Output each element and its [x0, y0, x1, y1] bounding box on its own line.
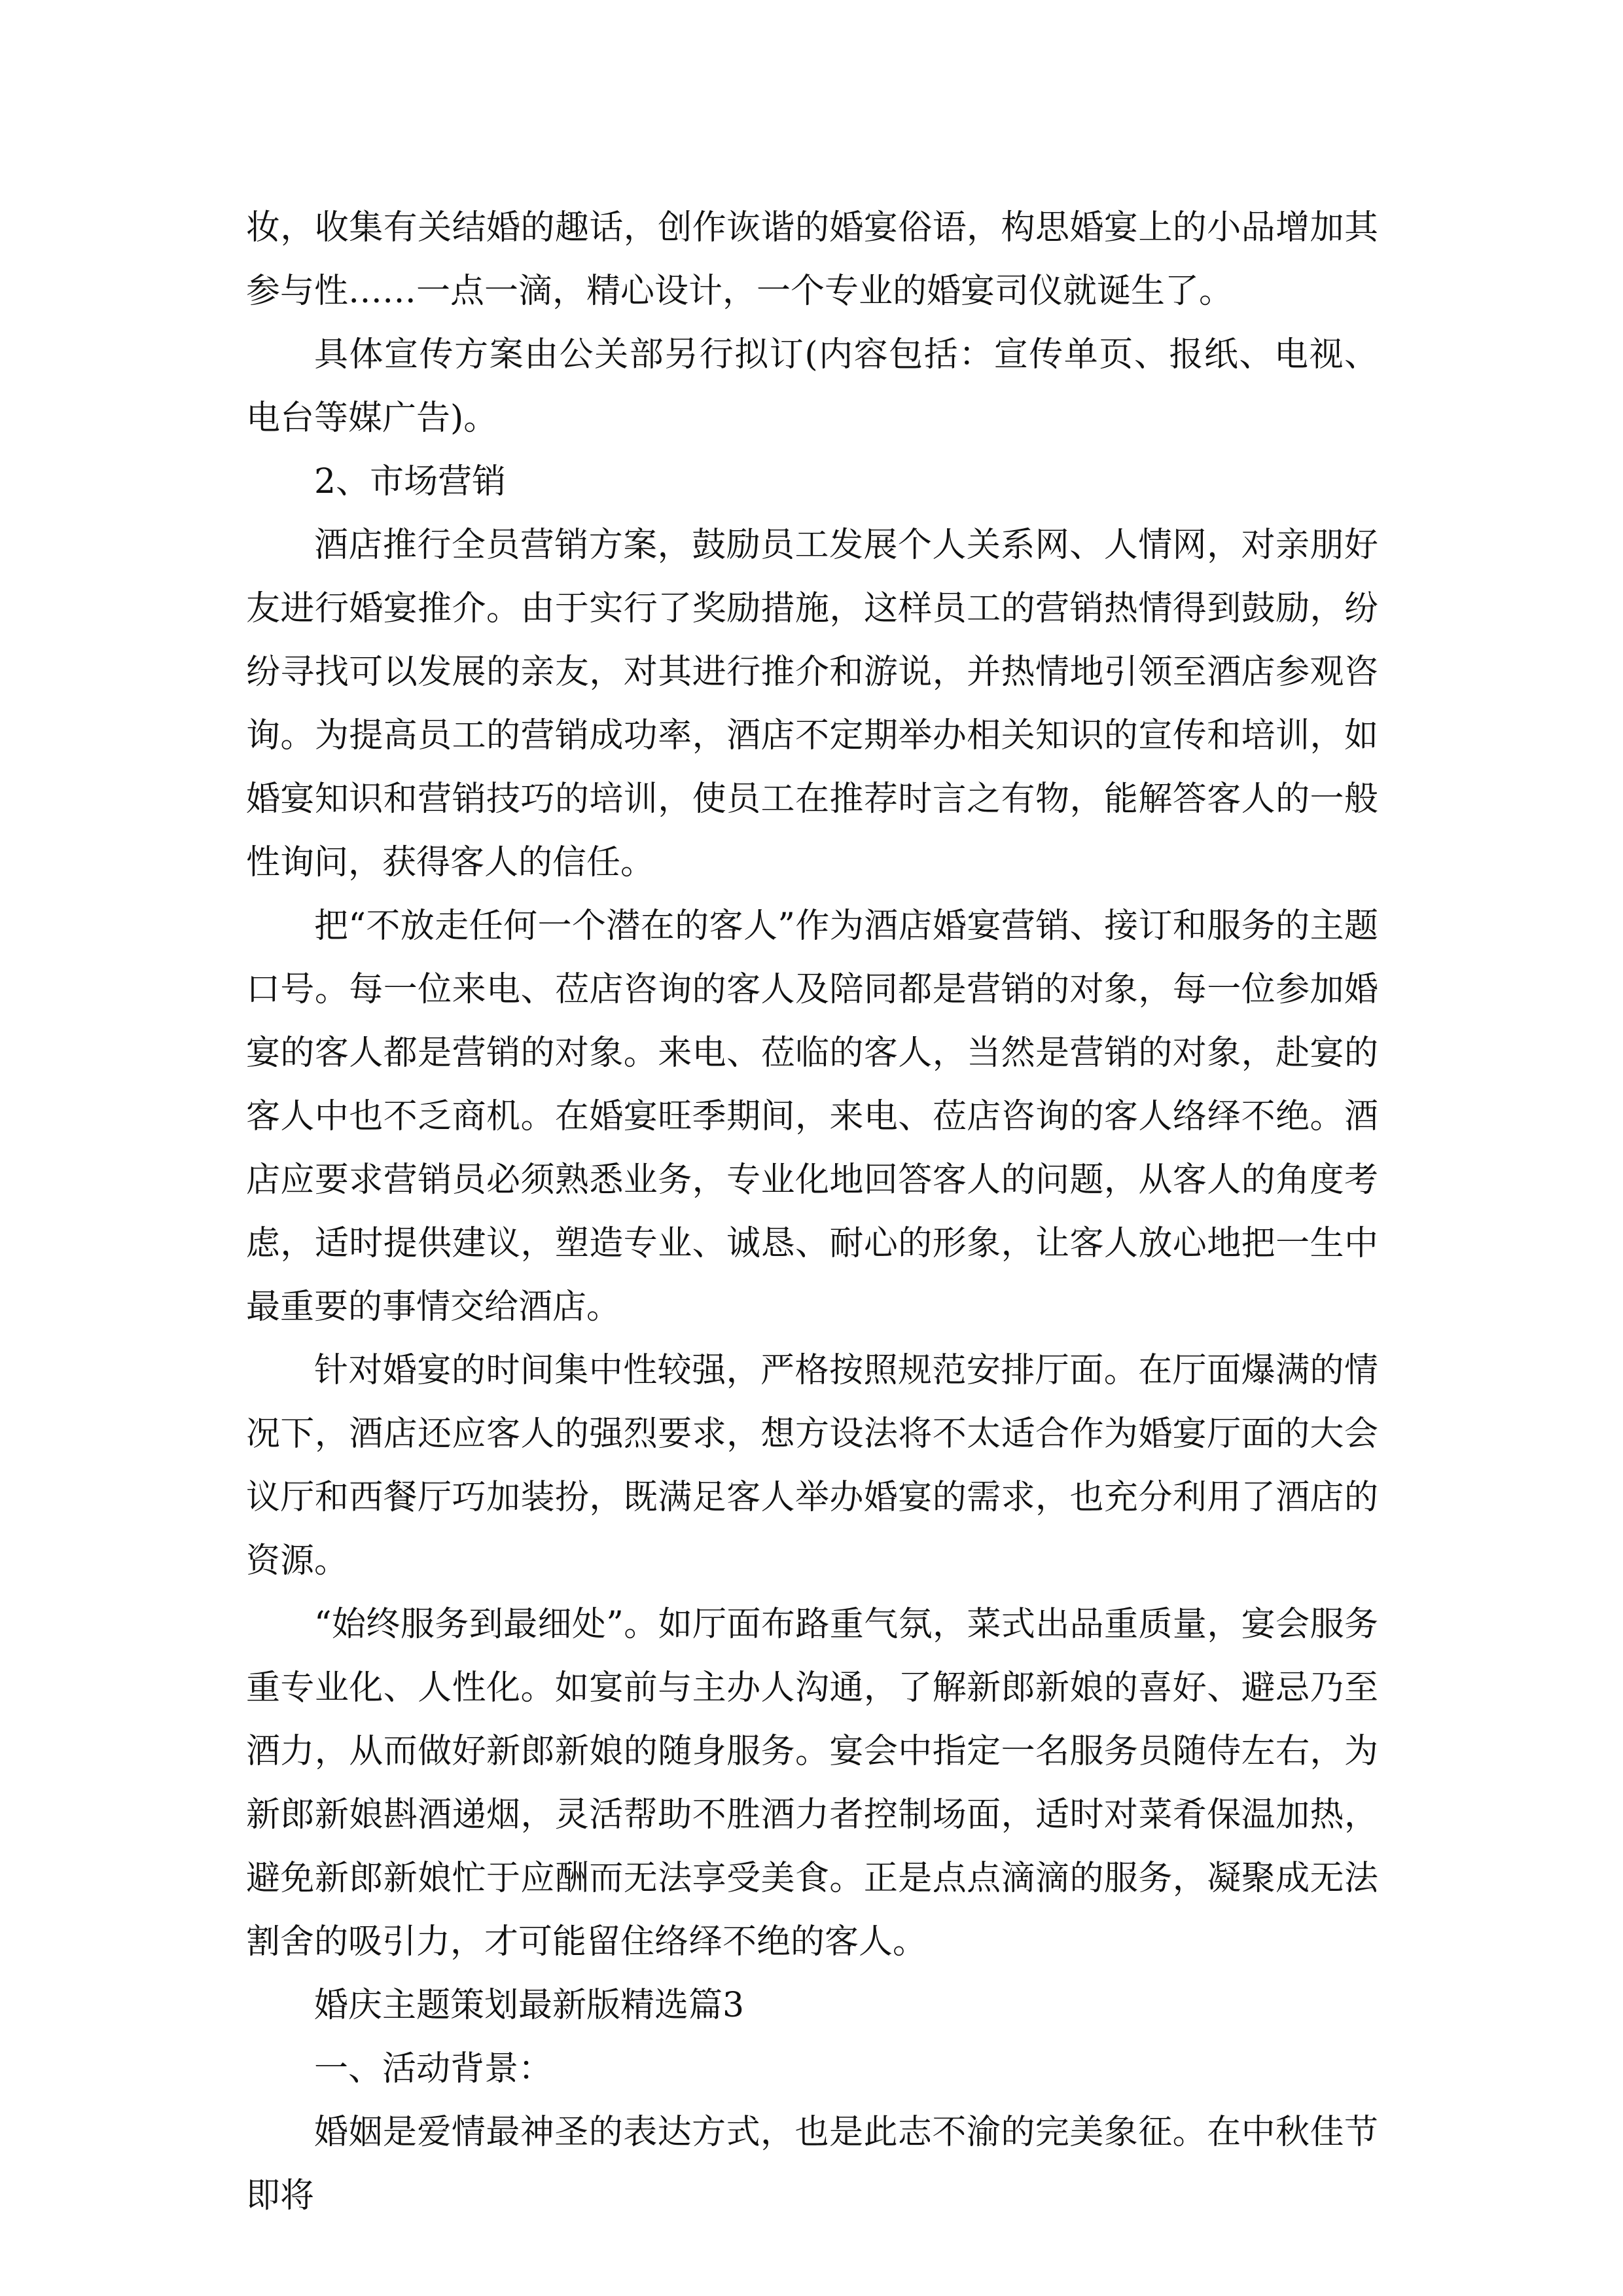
section-heading-marketing: 2、市场营销: [314, 462, 507, 501]
article-title-part3: 婚庆主题策划最新版精选篇3: [314, 1986, 745, 2025]
section-heading-background: 一、活动背景：: [314, 2049, 553, 2089]
paragraph-promotion-plan: 具体宣传方案由公关部另行拟订(内容包括：宣传单页、报纸、电视、电台等媒广告)。: [246, 335, 1378, 438]
paragraph-full-staff-marketing: 酒店推行全员营销方案，鼓励员工发展个人关系网、人情网，对亲朋好友进行婚宴推介。由于实行了奖励措施，这样员工的营销热情得到鼓励，纷纷寻找可以发展的亲友，对其进行推介和游说，并热情地引领至酒店参观咨询。为提高员工的营销成功率，酒店不定期举办相关知识的宣传和培训，如婚宴知识和营销技巧的培训，使员工在推荐时言之有物，能解答客人的一般性询问，获得客人的信任。: [246, 526, 1378, 882]
paragraph-hall-arrangement: 针对婚宴的时间集中性较强，严格按照规范安排厅面。在厅面爆满的情况下，酒店还应客人的强烈要求，想方设法将不太适合作为婚宴厅面的大会议厅和西餐厅巧加装扮，既满足客人举办婚宴的需求，也充分利用了酒店的资源。: [246, 1351, 1378, 1581]
paragraph-service-detail: “始终服务到最细处”。如厅面布路重气氛，菜式出品重质量，宴会服务重专业化、人性化。如宴前与主办人沟通，了解新郎新娘的喜好、避忌乃至酒力，从而做好新郎新娘的随身服务。宴会中指定一名服务员随侍左右，为新郎新娘斟酒递烟，灵活帮助不胜酒力者控制场面，适时对菜肴保温加热，避免新郎新娘忙于应酬而无法享受美食。正是点点滴滴的服务，凝聚成无法割舍的吸引力，才可能留住络绎不绝的客人。: [246, 1605, 1378, 1962]
paragraph-marriage-intro: 婚姻是爱情最神圣的表达方式，也是此志不渝的完美象征。在中秋佳节即将: [246, 2113, 1378, 2215]
document-body: [246, 196, 1378, 2228]
paragraph-slogan: 把“不放走任何一个潜在的客人”作为酒店婚宴营销、接订和服务的主题口号。每一位来电、莅店咨询的客人及陪同都是营销的对象，每一位参加婚宴的客人都是营销的对象。来电、莅临的客人，当然是营销的对象，赴宴的客人中也不乏商机。在婚宴旺季期间，来电、莅店咨询的客人络绎不绝。酒店应要求营销员必须熟悉业务，专业化地回答客人的问题，从客人的角度考虑，适时提供建议，塑造专业、诚恳、耐心的形象，让客人放心地把一生中最重要的事情交给酒店。: [246, 906, 1378, 1327]
paragraph-continuation: 妆，收集有关结婚的趣话，创作诙谐的婚宴俗语，构思婚宴上的小品增加其参与性……一点一滴，精心设计，一个专业的婚宴司仪就诞生了。: [246, 208, 1378, 311]
